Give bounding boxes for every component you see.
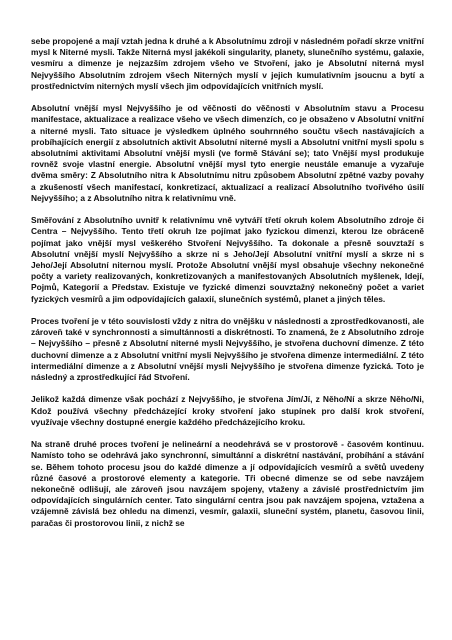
paragraph-5: Jelikož každá dimenze však pochází z Nejvyššího, je stvořena Jím/Jí, z Něho/Ní a skrze Něho/Ni, Kdož používá všechny předcházející kroky stvoření jako stupínek pro další krok stvoření, využívaje všechny dostupné energie každého předcházejícího kroku. xyxy=(31,394,424,427)
paragraph-6: Na straně druhé proces tvoření je nelineární a neodehrává se v prostorově - časovém kontinuu. Namísto toho se odehrává jako synchronní, simultánní a diskrétní nastávání, probíhání a stávání se. Během tohoto procesu jsou do každé dimenze a jí odpovídajících vesmírů a světů uvedeny různé časové a prostorové elementy a kategorie. Tři obecné dimenze se od sebe navzájem nekonečně odlišují, ale zároveň jsou navzájem spojeny, vtaženy a závislé prostřednictvím jim odpovídajících singulárních center. Tato singulární centra jsou pak navzájem spojena, vztažena a vzájemně závislá bez ohledu na dimenzi, vesmír, galaxii, sluneční systém, planetu, časovou linii, paračas či prostorovou linii, z nichž se xyxy=(31,439,424,528)
paragraph-2: Absolutní vnější mysl Nejvyššího je od věčnosti do věčnosti v Absolutním stavu a Procesu manifestace, aktualizace a realizace všeho ve všech dimenzích, co je obsaženo v Absolutní vnitřní a niterné mysli. Tato situace je výsledkem úplného souhrnného součtu všech nastávajících a probíhajících energií z absolutních aktivit Absolutní niterné mysli a Absolutní vnitřní mysli spolu s absolutními aktivitami Absolutní vnější mysli (ve formě Stávání se); tato Vnější mysl produkuje rovněž svoje vlastní energie. Absolutní vnější mysl tyto energie neustále emanuje a vyzařuje dvěma směry: Z Absolutního nitra k Absolutnímu nitru způsobem Absolutní zpětné vazby povahy a zkušeností všech manifestací, konkretizací, aktualizací a realizací Absolutního tvořivého úsilí Nejvyššího; a z Absolutního nitra k relativnímu vně. xyxy=(31,103,424,203)
paragraph-4: Proces tvoření je v této souvislosti vždy z nitra do vnějšku v následnosti a zprostředkovanosti, ale zároveň také v synchronnosti a simultánnosti a diskrétnosti. To znamená, že z Absolutního zdroje – Nejvyššího – přesně z Absolutní niterné mysli Nejvyššího, je stvořena duchovní dimenze. Z této duchovní dimenze a z Absolutní vnitřní mysli Nejvyššího je stvořena dimenze intermediální. Z této intermediální dimenze a z Absolutní vnější mysli Nejvyššího je stvořena dimenze fyzická. Toto je následný a zprostředkující řád Stvoření. xyxy=(31,316,424,383)
paragraph-1: sebe propojené a mají vztah jedna k druhé a k Absolutnímu zdroji v následném pořadí skrze vnitřní mysl k Niterné mysli. Takže Niterná mysl jakékoli singularity, planety, slunečního systému, galaxie, vesmíru a dimenze je nejzazším zdrojem všeho ve Stvoření, jako je Absolutní niterná mysl Nejvyššího Absolutním zdrojem všech Niterných myslí v jejich kumulativním jsoucnu a bytí a prostřednictvím niterných myslí všech jim odpovídajících vnitřních myslí. xyxy=(31,36,424,91)
document-page xyxy=(31,36,424,529)
paragraph-3: Směřování z Absolutního uvnitř k relativnímu vně vytváří třetí okruh kolem Absolutního zdroje či Centra – Nejvyššího. Tento třetí okruh lze pojímat jako fyzickou dimenzi, kterou lze obráceně pojímat jako vnější mysl veškerého Stvoření Nejvyššího. Ta dokonale a přesně souvztaží s Absolutní vnější myslí Nejvyššího a skrze ni s Jeho/Její Absolutní vnitřní myslí a skrze ni s Jeho/Její Absolutní niternou myslí. Protože Absolutní vnější mysl obsahuje všechny nekonečné počty a variety realizovaných, konkretizovaných a manifestovaných Absolutních myšlenek, Idejí, Pojmů, Kategorií a Představ. Existuje ve fyzické dimenzi souvztažný nekonečný počet a variet fyzických vesmírů a jim odpovídajících galaxií, slunečních systémů, planet a jiných těles. xyxy=(31,215,424,304)
